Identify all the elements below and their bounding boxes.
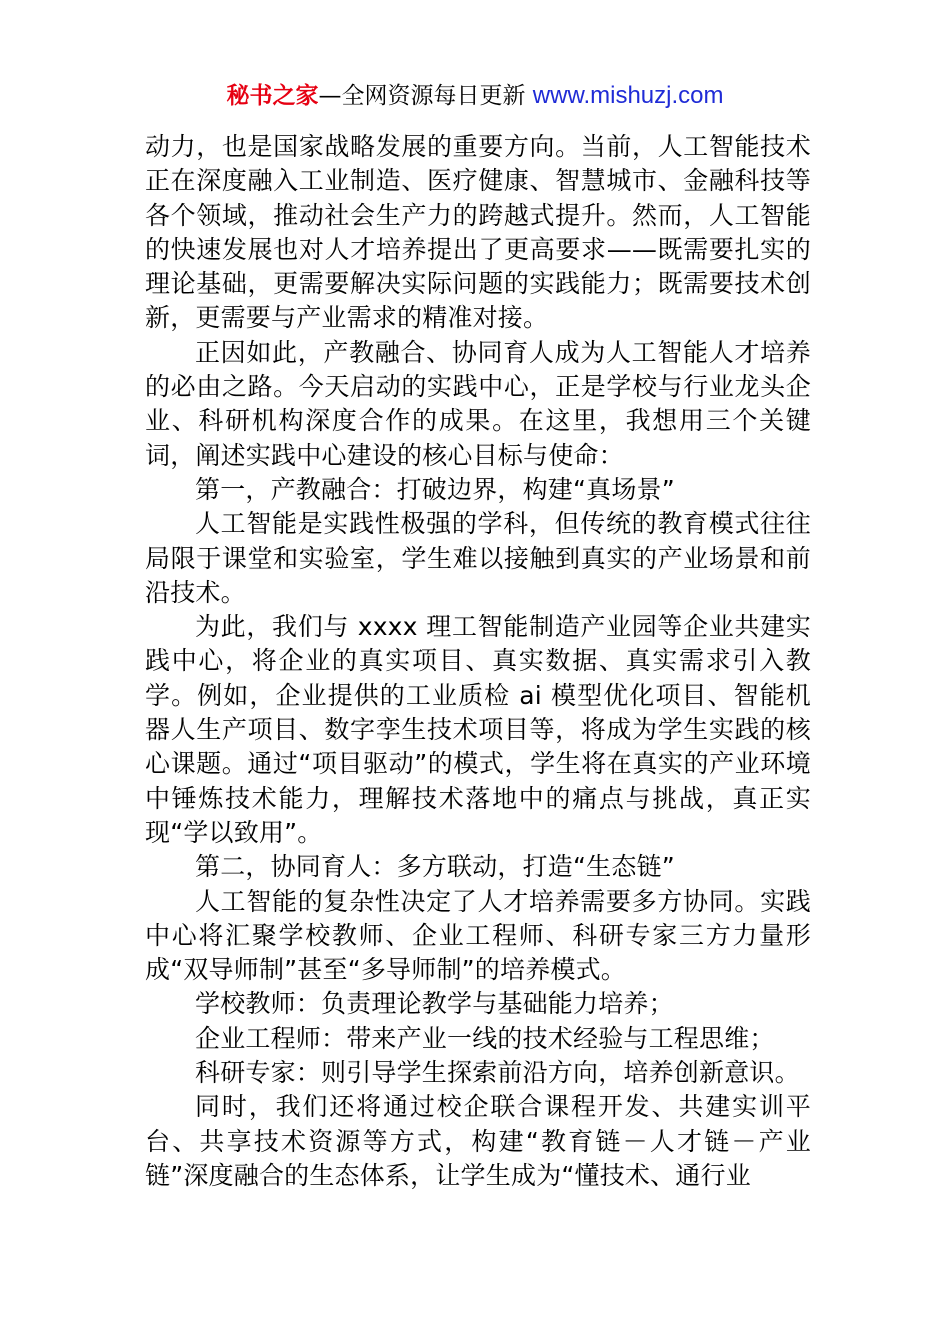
document-body [145, 130, 811, 1193]
paragraph-first-solution: 为此，我们与 xxxx 理工智能制造产业园等企业共建实践中心，将企业的真实项目、真实数据、真实需求引入教学。例如，企业提供的工业质检 ai 模型优化项目、智能机器人生产项目、数字孪生技术项目等，将成为学生实践的核心课题。通过“项目驱动”的模式，学生将在真实的产业环境中锤炼技术能力，理解技术落地中的痛点与挑战，真正实现“学以致用”。 [145, 612, 811, 847]
brand-name: 秘书之家 [226, 83, 319, 109]
paragraph-ecosystem: 同时，我们还将通过校企联合课程开发、共建实训平台、共享技术资源等方式，构建“教育链－人才链－产业链”深度融合的生态体系，让学生成为“懂技术、通行业 [145, 1092, 811, 1190]
list-item-research-experts: 科研专家：则引导学生探索前沿方向，培养创新意识。 [195, 1058, 800, 1088]
paragraph-first-problem: 人工智能是实践性极强的学科，但传统的教育模式往往局限于课堂和实验室，学生难以接触到真实的产业场景和前沿技术。 [145, 509, 811, 607]
paragraph-intro-continued: 动力，也是国家战略发展的重要方向。当前，人工智能技术正在深度融入工业制造、医疗健康、智慧城市、金融科技等各个领域，推动社会生产力的跨越式提升。然而，人工智能的快速发展也对人才培养提出了更高要求——既需要扎实的理论基础，更需要解决实际问题的实践能力；既需要技术创新，更需要与产业需求的精准对接。 [145, 132, 811, 333]
list-item-enterprise-engineers: 企业工程师：带来产业一线的技术经验与工程思维； [195, 1023, 775, 1053]
paragraph-second-intro: 人工智能的复杂性决定了人才培养需要多方协同。实践中心将汇聚学校教师、企业工程师、科研专家三方力量形成“双导师制”甚至“多导师制”的培养模式。 [145, 886, 811, 985]
section-heading-first: 第一，产教融合：打破边界，构建“真场景” [195, 474, 675, 504]
section-heading-second: 第二，协同育人：多方联动，打造“生态链” [195, 852, 675, 882]
site-url-link[interactable]: www.mishuzj.com [532, 82, 724, 109]
paragraph-keywords-intro: 正因如此，产教融合、协同育人成为人工智能人才培养的必由之路。今天启动的实践中心，正是学校与行业龙头企业、科研机构深度合作的成果。在这里，我想用三个关键词，阐述实践中心建设的核心目标与使命： [145, 337, 811, 470]
header-tagline: —全网资源每日更新 [318, 83, 526, 109]
page-header [0, 80, 950, 112]
list-item-school-teachers: 学校教师：负责理论教学与基础能力培养； [195, 989, 674, 1019]
